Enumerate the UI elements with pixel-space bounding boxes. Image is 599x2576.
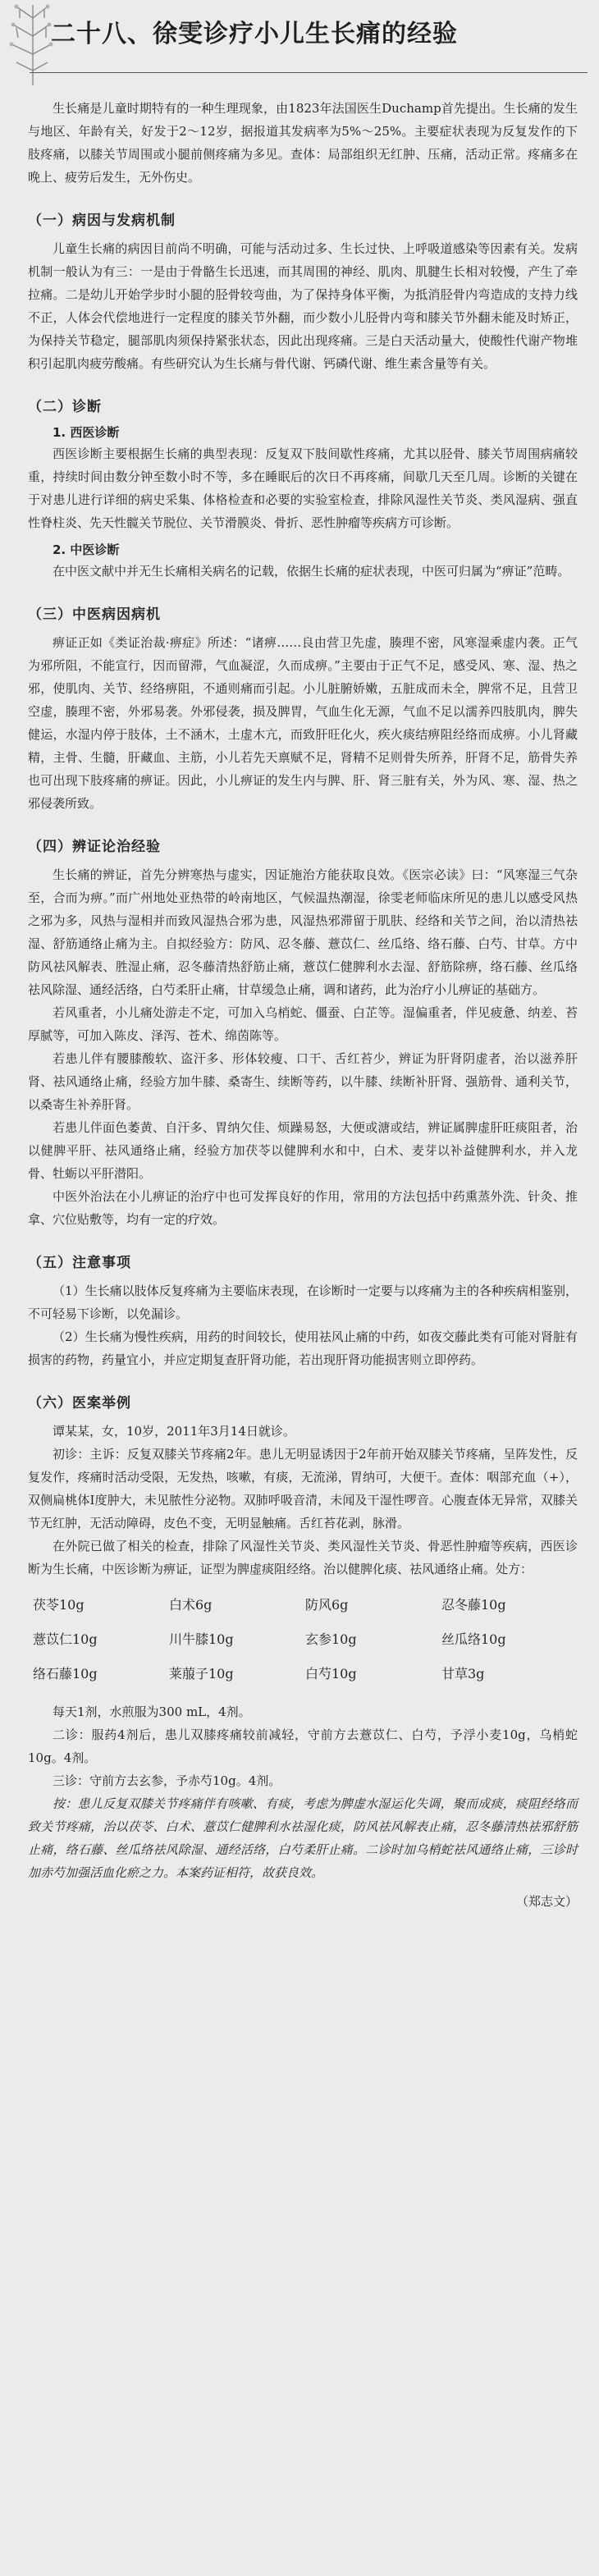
prescription-grid (33, 1594, 578, 1686)
herb-item: 玄参10g (305, 1631, 357, 1647)
section-heading-etiology: （一）病因与发病机制 (28, 213, 176, 229)
section-heading-pathogenesis: （三）中医病因病机 (28, 606, 161, 623)
title-underline (30, 72, 588, 73)
herb-item: 防风6g (305, 1597, 349, 1613)
herb-item: 白芍10g (305, 1666, 357, 1681)
case-commentary (28, 1792, 578, 1884)
section-heading-precautions: （五）注意事项 (28, 1255, 131, 1271)
herb-item: 薏苡仁10g (33, 1631, 98, 1647)
subheading-tcm-diagnosis: 2. 中医诊断 (53, 542, 120, 557)
case-paragraph: 谭某某，女，10岁，2011年3月14日就诊。 (53, 1424, 295, 1439)
subheading-western-diagnosis: 1. 西医诊断 (53, 425, 120, 440)
treatment-paragraph: 生长痛的辨证，首先分辨寒热与虚实，因证施治方能获取良效。《医宗必读》曰：“风寒湿三气杂至，合而为痹。”而广州地处亚热带的岭南地区，气候温热潮湿，徐雯老师临床所见的患儿以感受风热之邪为多，风热与湿相并而致风湿热合邪为患，风湿热邪滞留于肌肤、经络和关节之间，治以清热祛湿、舒筋通络止痛为主。自拟经验方：防风、忍冬藤、薏苡仁、丝瓜络、络石藤、白芍、甘草。方中防风祛风解表、胜湿止痛，忍冬藤清热舒筋止痛，薏苡仁健脾利水去湿、舒筋除痹，络石藤、丝瓜络祛风除湿、通经活络，白芍柔肝止痛，甘草缓急止痛，调和诸药，此为治疗小儿痹证的基础方。 (28, 867, 578, 997)
treatment-paragraph: 若患儿伴有腰膝酸软、盗汗多、形体较瘦、口干、舌红苔少，辨证为肝肾阴虚者，治以滋养肝肾、祛风通络止痛，经验方加牛膝、桑寄生、续断等药，以牛膝、续断补肝肾、强筋骨、通利关节，以桑寄生补养肝肾。 (28, 1051, 578, 1112)
herb-item: 忍冬藤10g (441, 1597, 506, 1613)
herb-item: 络石藤10g (33, 1666, 98, 1681)
herb-item: 茯苓10g (33, 1597, 85, 1613)
tcm-diagnosis-paragraph: 在中医文献中并无生长痛相关病名的记载，依据生长痛的症状表现，中医可归属为“痹证”范畴。 (53, 564, 570, 579)
pathogenesis-paragraph: 痹证正如《类证治裁·痹症》所述：“诸痹……良由营卫先虚，腠理不密，风寒湿乘虚内袭。正气为邪所阻，不能宣行，因而留滞，气血凝涩，久而成痹。”主要由于正气不足，感受风、寒、湿、热之邪，使肌肉、关节、经络痹阻，不通则痛而引起。小儿脏腑娇嫩，五脏成而未全，脾常不足，且营卫空虚，腠理不密，外邪易袭。外邪侵袭，损及脾胃，气血生化无源，气血不足以濡养四肢肌肉，脾失健运，水湿内停于肢体，土不涵木，土虚木亢，而致肝旺化火，疾火痰结痹阻经络而成痹。小儿肾藏精，主骨、生髓，肝藏血、主筋，小儿若先天禀赋不足，肾精不足则骨失所养，肝肾不足，筋骨失养也可出现下肢疼痛的痹证。因此，小儿痹证的发生内与脾、肝、肾三脏有关，外为风、寒、湿、热之邪侵袭所致。 (28, 635, 578, 811)
treatment-paragraph: 若患儿伴面色萎黄、自汗多、胃纳欠佳、烦躁易怒，大便或溏或结，辨证属脾虚肝旺痰阻者，治以健脾平肝、祛风通络止痛，经验方加茯苓以健脾利水和中，白术、麦芽以补益健脾利水，并入龙骨、牡蛎以平肝潜阳。 (28, 1120, 578, 1181)
followup-paragraph: 每天1剂，水煎服为300 mL，4剂。 (53, 1704, 251, 1719)
section-heading-treatment: （四）辨证论治经验 (28, 839, 161, 855)
intro-paragraph: 生长痛是儿童时期特有的一种生理现象，由1823年法国医生Duchamp首先提出。生长痛的发生与地区、年龄有关，好发于2～12岁，据报道其发病率为5%～25%。主要症状表现为反复发作的下肢疼痛，以膝关节周围或小腿前侧疼痛为多见。查体：局部组织无红肿、压痛，活动正常。疼痛多在晚上、疲劳后发生，无外伤史。 (28, 101, 578, 185)
treatment-paragraph: 中医外治法在小儿痹证的治疗中也可发挥良好的作用，常用的方法包括中药熏蒸外洗、针灸、推拿、穴位贴敷等，均有一定的疗效。 (28, 1189, 578, 1227)
treatment-paragraph: 若风重者，小儿痛处游走不定，可加入乌梢蛇、僵蚕、白芷等。湿偏重者，伴见疲惫、纳差、苔厚腻等，可加入陈皮、泽泻、苍术、绵茵陈等。 (28, 1005, 578, 1043)
precaution-item: （1）生长痛以肢体反复疼痛为主要临床表现，在诊断时一定要与以疼痛为主的各种疾病相鉴别，不可轻易下诊断，以免漏诊。 (28, 1283, 578, 1321)
precaution-item: （2）生长痛为慢性疾病，用药的时间较长，使用祛风止痛的中药，如夜交藤此类有可能对肾脏有损害的药物，药量宜小，并应定期复查肝肾功能，若出现肝肾功能损害则立即停药。 (28, 1329, 578, 1367)
herb-item: 白术6g (169, 1597, 213, 1613)
western-diagnosis-paragraph: 西医诊断主要根据生长痛的典型表现：反复双下肢间歇性疼痛，尤其以胫骨、膝关节周围病痛较重，持续时间由数分钟至数小时不等，多在睡眠后的次日不再疼痛，间歇几天至几周。诊断的关键在于对患儿进行详细的病史采集、体格检查和必要的实验室检查，排除风湿性关节炎、类风湿病、强直性脊柱炎、先天性髋关节脱位、关节滑膜炎、骨折、恶性肿瘤等疾病方可诊断。 (28, 446, 578, 530)
section-heading-diagnosis: （二）诊断 (28, 399, 102, 415)
case-paragraph: 在外院已做了相关的检查，排除了风湿性关节炎、类风湿性关节炎、骨恶性肿瘤等疾病，西医诊断为生长痛，中医诊断为痹证，证型为脾虚痰阻经络。治以健脾化痰、祛风通络止痛。处方： (28, 1539, 578, 1576)
author-credit: （郑志文） (515, 1894, 578, 1909)
chapter-title: 二十八、徐雯诊疗小儿生长痛的经验 (51, 20, 458, 48)
herb-item: 丝瓜络10g (441, 1631, 506, 1647)
etiology-paragraph: 儿童生长痛的病因目前尚不明确，可能与活动过多、生长过快、上呼吸道感染等因素有关。发病机制一般认为有三：一是由于骨骼生长迅速，而其周围的神经、肌肉、肌腱生长相对较慢，产生了牵拉痛。二是幼儿开始学步时小腿的胫骨较弯曲，为了保持身体平衡，为抵消胫骨内弯造成的支持力线不正，人体会代偿地进行一定程度的膝关节外翻，而少数小儿胫骨内弯和膝关节外翻未能及时矫正，为保持关节稳定，腿部肌肉须保持紧张状态，因此出现疼痛。三是白天活动量大，使酸性代谢产物堆积引起肌肉疲劳酸痛。有些研究认为生长痛与骨代谢、钙磷代谢、维生素含量等有关。 (28, 241, 578, 371)
commentary-paragraph: 按：患儿反复双膝关节疼痛伴有咳嗽、有痰，考虑为脾虚水湿运化失调，聚而成痰，痰阻经络而致关节疼痛，治以茯苓、白术、薏苡仁健脾利水祛湿化痰，防风祛风解表止痛，忍冬藤清热祛邪舒筋止痛，络石藤、丝瓜络祛风除湿、通经活络，白芍柔肝止痛。二诊时加乌梢蛇祛风通络止痛，三诊时加赤芍加强活血化瘀之力。本案药证相符，故获良效。 (28, 1796, 578, 1880)
article-body (28, 97, 578, 1910)
herb-item: 川牛膝10g (169, 1631, 234, 1647)
followup-paragraph: 三诊：守前方去玄参，予赤芍10g。4剂。 (53, 1773, 281, 1788)
chapter-header (0, 0, 599, 90)
herb-item: 莱菔子10g (169, 1666, 234, 1681)
section-heading-case: （六）医案举例 (28, 1395, 131, 1412)
herb-item: 甘草3g (441, 1666, 485, 1681)
followup-paragraph: 二诊：服药4剂后，患儿双膝疼痛较前减轻，守前方去薏苡仁、白芍，予浮小麦10g，乌梢蛇10g。4剂。 (28, 1727, 578, 1765)
case-paragraph: 初诊：主诉：反复双膝关节疼痛2年。患儿无明显诱因于2年前开始双膝关节疼痛，呈阵发性，反复发作，疼痛时活动受限，无发热，咳嗽，有痰，无流涕，胃纳可，大便干。查体：咽部充血（+），双侧扁桃体Ⅰ度肿大，未见脓性分泌物。双肺呼吸音清，未闻及干湿性啰音。心腹查体无异常，双膝关节无红肿，无活动障碍，皮色不变，无明显触痛。舌红苔花剥，脉滑。 (28, 1447, 578, 1531)
